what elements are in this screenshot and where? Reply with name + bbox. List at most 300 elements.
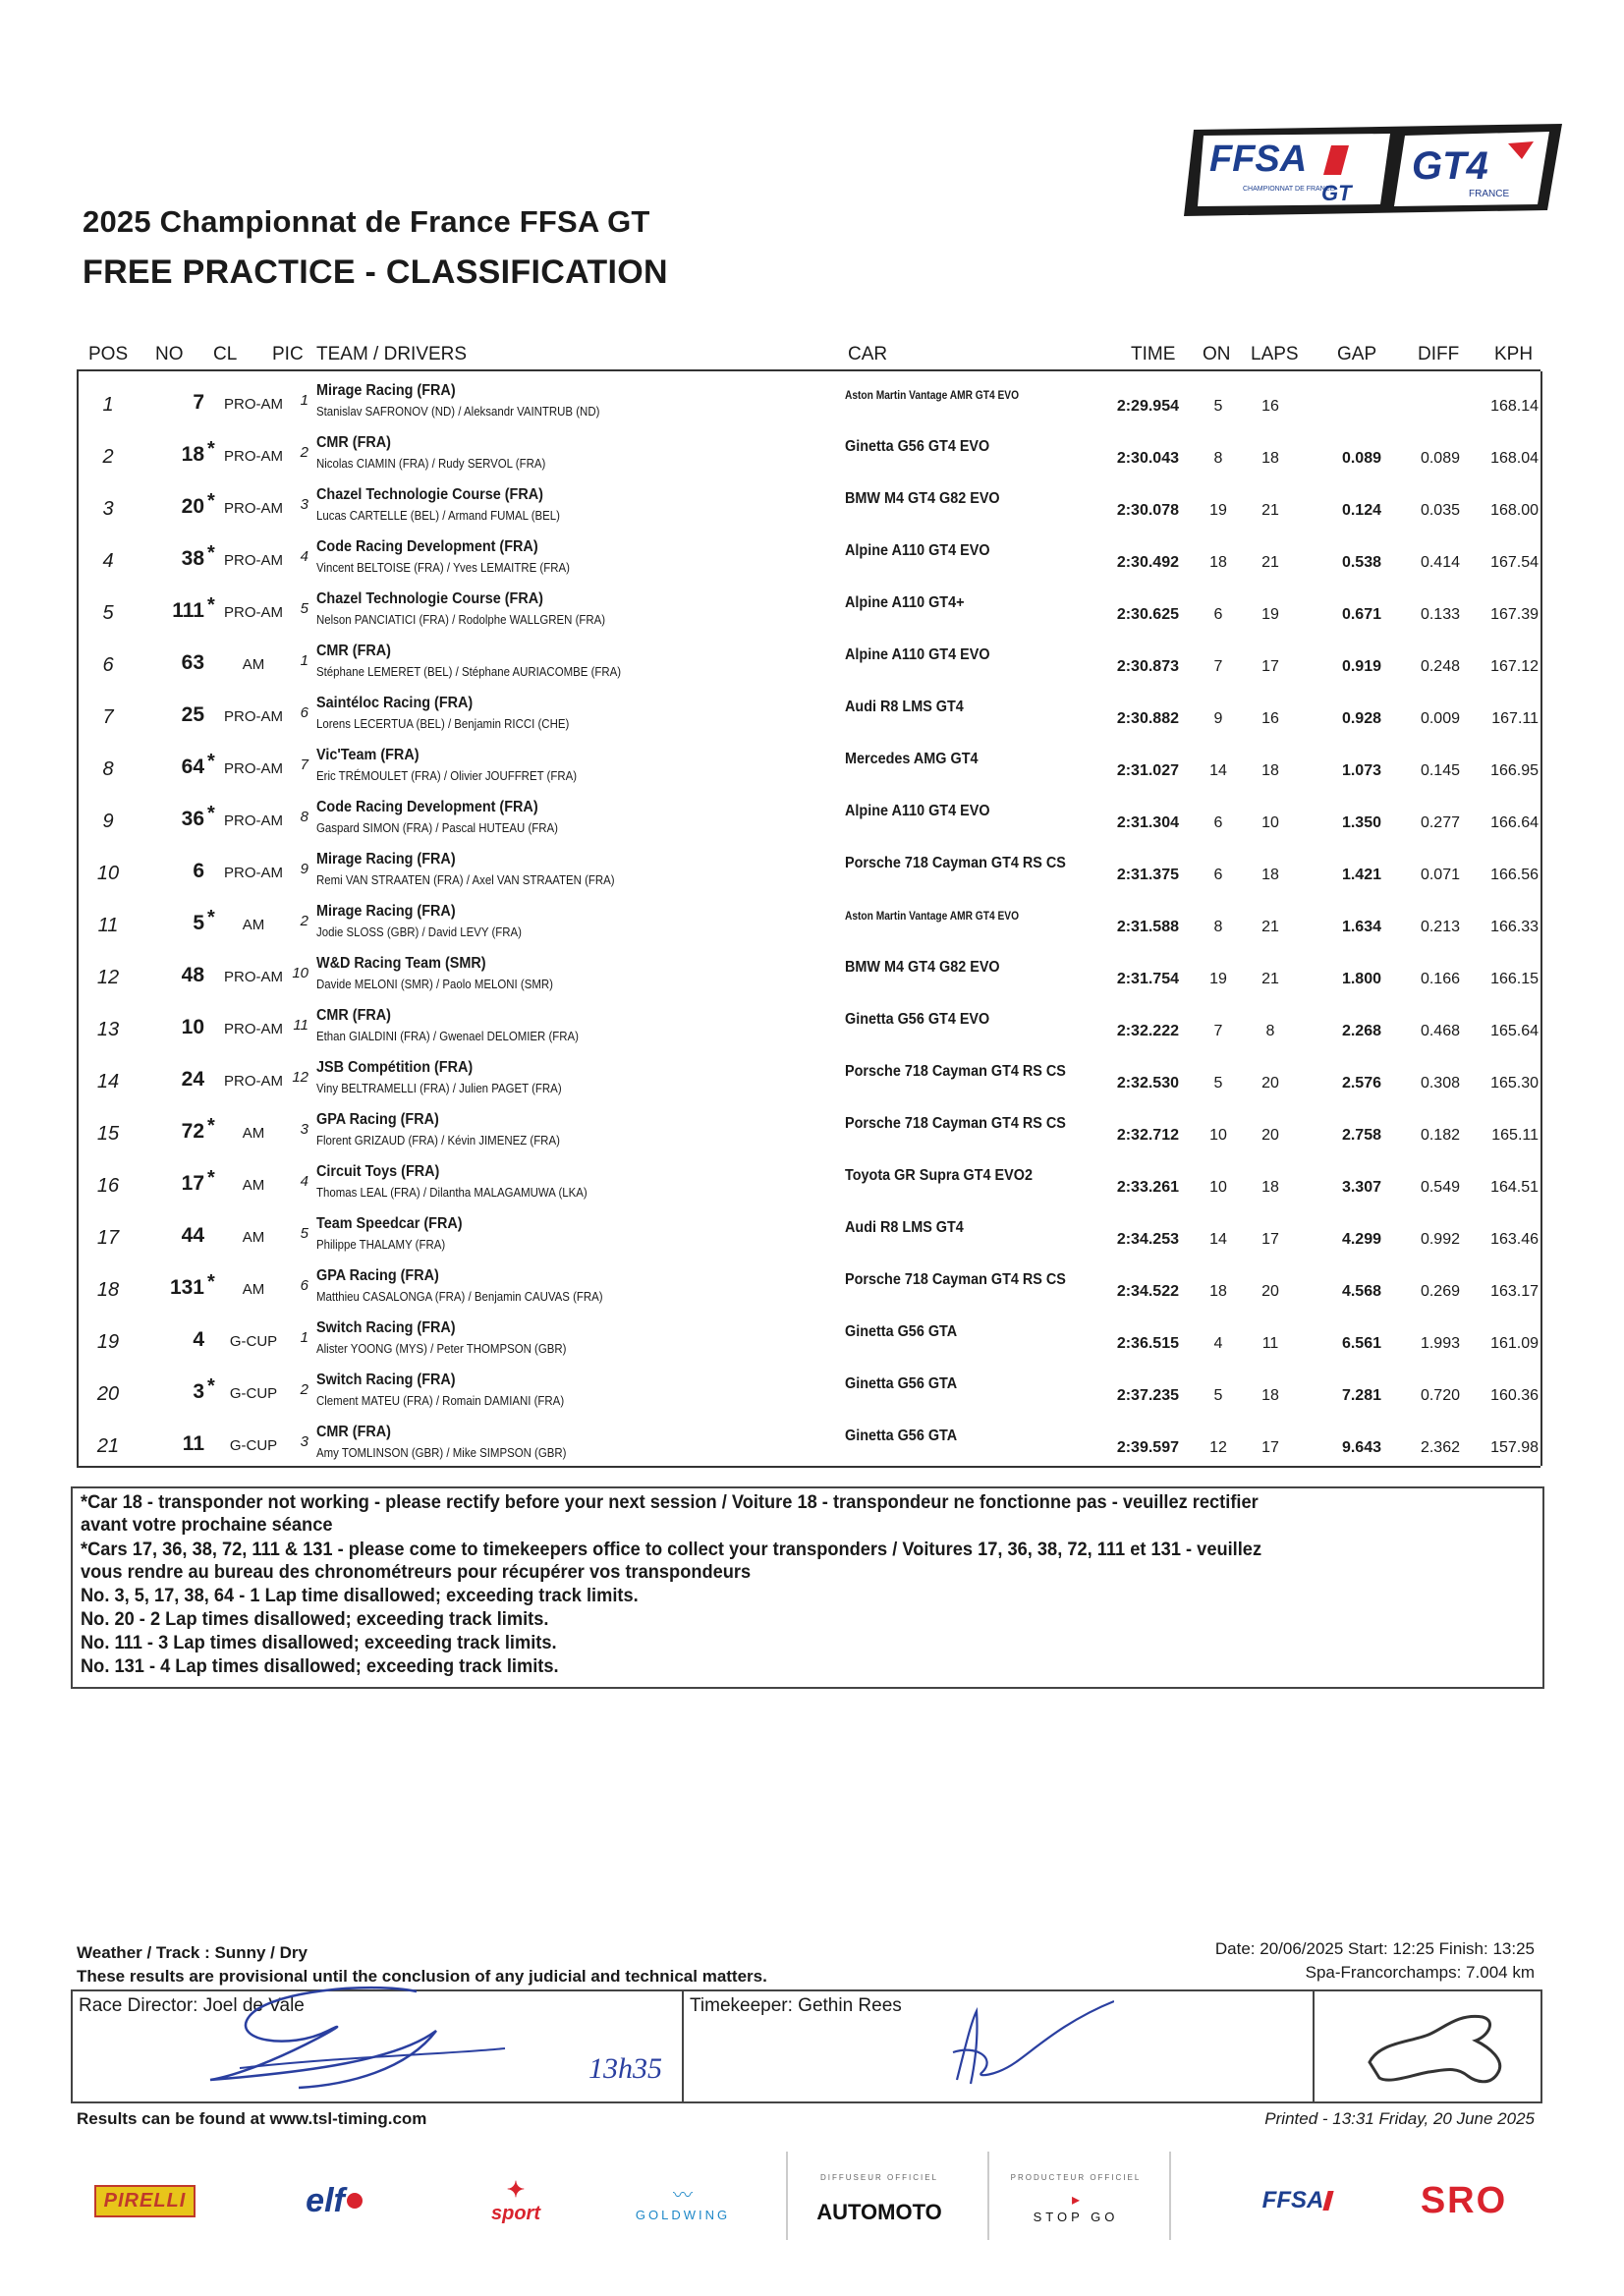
car-number: 38: [181, 547, 204, 570]
col-team: TEAM / DRIVERS: [316, 344, 468, 364]
team-name: Mirage Racing (FRA): [316, 903, 456, 920]
driver-names: Stanislav SAFRONOV (ND) / Aleksandr VAINTRUB (ND): [316, 404, 600, 419]
position-in-class: 10: [292, 965, 308, 981]
best-lap-time: 2:34.522: [1116, 1283, 1179, 1300]
position-in-class: 3: [300, 1121, 308, 1138]
best-lap-number: 14: [1209, 1231, 1227, 1248]
row-position: 3: [102, 498, 114, 520]
row-position: 5: [102, 602, 114, 624]
svg-text:FFSA: FFSA: [1209, 139, 1308, 180]
diff-to-previous: 0.277: [1420, 814, 1460, 831]
team-name: Mirage Racing (FRA): [316, 851, 456, 868]
gap-to-leader: 4.299: [1341, 1231, 1381, 1248]
car-number: 10: [181, 1016, 204, 1038]
row-position: 9: [102, 811, 114, 832]
table-row: [79, 531, 1542, 583]
car-model: Ginetta G56 GTA: [845, 1323, 958, 1340]
class-label: AM: [242, 1229, 265, 1246]
table-bottom-rule: [77, 1466, 1540, 1468]
car-model: Alpine A110 GT4 EVO: [845, 542, 990, 559]
row-position: 14: [96, 1071, 120, 1092]
position-in-class: 5: [300, 1225, 308, 1242]
gap-to-leader: 4.568: [1341, 1283, 1381, 1300]
average-speed: 167.54: [1490, 554, 1539, 571]
car-number: 7: [193, 391, 204, 414]
car-number: 111: [172, 599, 204, 622]
note-line: *Cars 17, 36, 38, 72, 111 & 131 - please come to timekeepers office to collect your transponders / Voitures 17, 36, 38, 72, 111 et 131 - veuillez: [81, 1540, 1262, 1560]
car-number: 18: [181, 443, 204, 466]
lap-count: 16: [1261, 398, 1279, 415]
best-lap-number: 19: [1209, 502, 1227, 519]
best-lap-time: 2:31.588: [1116, 919, 1179, 935]
diff-to-previous: 1.993: [1420, 1335, 1460, 1352]
note-line: No. 111 - 3 Lap times disallowed; exceeding track limits.: [81, 1633, 557, 1653]
best-lap-time: 2:30.873: [1116, 658, 1179, 675]
diff-to-previous: 0.009: [1420, 710, 1460, 727]
diff-to-previous: 0.549: [1420, 1179, 1460, 1196]
best-lap-number: 19: [1209, 971, 1227, 987]
table-row: [79, 895, 1542, 947]
position-in-class: 9: [300, 861, 308, 877]
driver-names: Philippe THALAMY (FRA): [316, 1237, 446, 1252]
average-speed: 165.11: [1491, 1127, 1539, 1144]
diff-to-previous: 0.145: [1420, 762, 1460, 779]
best-lap-number: 12: [1209, 1439, 1227, 1456]
diff-to-previous: 0.414: [1420, 554, 1460, 571]
average-speed: 157.98: [1490, 1439, 1539, 1456]
transponder-note-star: *: [207, 1375, 215, 1397]
table-row: [79, 999, 1542, 1051]
diff-to-previous: 2.362: [1420, 1439, 1460, 1456]
row-position: 1: [102, 394, 114, 416]
elf-logo: elf: [285, 2171, 383, 2230]
driver-names: Florent GRIZAUD (FRA) / Kévin JIMENEZ (FRA): [316, 1133, 560, 1148]
best-lap-time: 2:33.261: [1116, 1179, 1179, 1196]
transponder-note-star: *: [207, 490, 215, 512]
col-on: ON: [1203, 344, 1231, 364]
best-lap-number: 6: [1213, 814, 1223, 831]
best-lap-number: 5: [1213, 1387, 1223, 1404]
transponder-note-star: *: [207, 1167, 215, 1189]
lap-count: 17: [1261, 658, 1279, 675]
driver-names: Lucas CARTELLE (BEL) / Armand FUMAL (BEL): [316, 508, 560, 523]
gap-to-leader: 6.561: [1341, 1335, 1381, 1352]
lap-count: 17: [1261, 1231, 1279, 1248]
car-model: Toyota GR Supra GT4 EVO2: [845, 1167, 1033, 1184]
gap-to-leader: 1.421: [1341, 867, 1381, 883]
class-label: AM: [242, 917, 265, 933]
diff-to-previous: 0.035: [1420, 502, 1460, 519]
best-lap-time: 2:31.375: [1116, 867, 1179, 883]
diff-to-previous: 0.213: [1420, 919, 1460, 935]
best-lap-time: 2:29.954: [1116, 398, 1179, 415]
note-line: vous rendre au bureau des chronométreurs pour récupérer vos transpondeurs: [81, 1562, 752, 1583]
best-lap-time: 2:32.712: [1116, 1127, 1179, 1144]
transponder-note-star: *: [207, 803, 215, 824]
position-in-class: 1: [300, 392, 308, 409]
gap-to-leader: 0.538: [1341, 554, 1381, 571]
average-speed: 168.00: [1490, 502, 1539, 519]
best-lap-time: 2:31.754: [1116, 971, 1179, 987]
car-model: Ginetta G56 GT4 EVO: [845, 438, 990, 455]
lap-count: 20: [1261, 1283, 1279, 1300]
driver-names: Vincent BELTOISE (FRA) / Yves LEMAITRE (FRA): [316, 560, 570, 575]
row-position: 10: [96, 863, 120, 884]
table-row: [79, 426, 1542, 478]
best-lap-number: 14: [1209, 762, 1227, 779]
car-model: BMW M4 GT4 G82 EVO: [845, 490, 1000, 507]
gap-to-leader: 1.800: [1341, 971, 1381, 987]
lap-count: 11: [1261, 1335, 1279, 1352]
position-in-class: 7: [300, 756, 308, 773]
team-name: Chazel Technologie Course (FRA): [316, 590, 543, 607]
goldwing-logo: 〰 GOLDWING: [635, 2185, 731, 2222]
weather-track: Weather / Track : Sunny / Dry: [77, 1943, 308, 1962]
results-link[interactable]: Results can be found at www.tsl-timing.com: [77, 2109, 427, 2128]
sparco-logo: ✦ sport: [491, 2176, 540, 2224]
average-speed: 167.39: [1490, 606, 1539, 623]
gap-to-leader: 2.758: [1341, 1127, 1381, 1144]
col-car: CAR: [848, 344, 888, 364]
race-director-signature: [151, 1962, 701, 2109]
class-label: PRO-AM: [224, 396, 283, 413]
diff-to-previous: 0.182: [1420, 1127, 1460, 1144]
best-lap-time: 2:37.235: [1116, 1387, 1179, 1404]
car-model: Alpine A110 GT4 EVO: [845, 646, 990, 663]
note-line: No. 20 - 2 Lap times disallowed; exceeding track limits.: [81, 1609, 549, 1630]
driver-names: Amy TOMLINSON (GBR) / Mike SIMPSON (GBR): [316, 1445, 567, 1460]
average-speed: 166.64: [1490, 814, 1539, 831]
stopgo-logo: PRODUCTEUR OFFICIEL ▸ STOP GO: [1010, 2173, 1142, 2224]
driver-names: Eric TRÉMOULET (FRA) / Olivier JOUFFRET (FRA): [316, 768, 578, 783]
position-in-class: 3: [300, 1433, 308, 1450]
car-model: BMW M4 GT4 G82 EVO: [845, 959, 1000, 976]
svg-text:13h35: 13h35: [588, 2052, 662, 2085]
row-position: 8: [102, 758, 114, 780]
col-no: NO: [155, 344, 184, 364]
driver-names: Matthieu CASALONGA (FRA) / Benjamin CAUVAS (FRA): [316, 1289, 603, 1304]
diff-to-previous: 0.720: [1420, 1387, 1460, 1404]
row-position: 17: [96, 1227, 120, 1249]
transponder-note-star: *: [207, 1115, 215, 1137]
best-lap-number: 7: [1213, 1023, 1223, 1039]
best-lap-time: 2:32.530: [1116, 1075, 1179, 1092]
col-pos: POS: [88, 344, 129, 364]
note-line: No. 3, 5, 17, 38, 64 - 1 Lap time disallowed; exceeding track limits.: [81, 1586, 639, 1606]
average-speed: 164.51: [1490, 1179, 1539, 1196]
lap-count: 18: [1261, 762, 1279, 779]
row-position: 6: [102, 654, 114, 676]
best-lap-number: 4: [1213, 1335, 1223, 1352]
car-model: Porsche 718 Cayman GT4 RS CS: [845, 855, 1066, 871]
svg-text:FRANCE: FRANCE: [1469, 189, 1510, 199]
average-speed: 161.09: [1490, 1335, 1539, 1352]
position-in-class: 5: [300, 600, 308, 617]
best-lap-number: 6: [1213, 606, 1223, 623]
car-number: 11: [182, 1432, 204, 1455]
transponder-note-star: *: [207, 751, 215, 772]
gap-to-leader: 0.089: [1341, 450, 1381, 467]
driver-names: Jodie SLOSS (GBR) / David LEVY (FRA): [316, 924, 522, 939]
best-lap-number: 10: [1209, 1179, 1227, 1196]
col-pic: PIC: [272, 344, 304, 364]
diff-to-previous: 0.248: [1420, 658, 1460, 675]
timekeeper: Timekeeper: Gethin Rees: [690, 1995, 902, 2016]
gap-to-leader: 1.073: [1341, 762, 1381, 779]
automoto-logo: DIFFUSEUR OFFICIEL AUTOMOTO: [816, 2172, 942, 2224]
car-number: 25: [181, 703, 204, 726]
class-label: AM: [242, 1281, 265, 1298]
lap-count: 21: [1261, 971, 1279, 987]
row-position: 4: [102, 550, 114, 572]
average-speed: 163.17: [1490, 1283, 1539, 1300]
average-speed: 166.33: [1490, 919, 1539, 935]
row-position: 13: [96, 1019, 120, 1040]
car-number: 5: [193, 912, 204, 934]
diff-to-previous: 0.133: [1420, 606, 1460, 623]
lap-count: 21: [1261, 919, 1279, 935]
best-lap-time: 2:39.597: [1116, 1439, 1179, 1456]
transponder-note-star: *: [207, 438, 215, 460]
average-speed: 160.36: [1490, 1387, 1539, 1404]
driver-names: Ethan GIALDINI (FRA) / Gwenael DELOMIER (FRA): [316, 1029, 579, 1043]
car-number: 17: [181, 1172, 204, 1195]
note-line: No. 131 - 4 Lap times disallowed; exceeding track limits.: [81, 1656, 559, 1677]
class-label: PRO-AM: [224, 448, 283, 465]
class-label: G-CUP: [229, 1437, 278, 1454]
best-lap-number: 6: [1213, 867, 1223, 883]
car-model: Alpine A110 GT4 EVO: [845, 803, 990, 819]
driver-names: Nelson PANCIATICI (FRA) / Rodolphe WALLGREN (FRA): [316, 612, 606, 627]
diff-to-previous: 0.468: [1420, 1023, 1460, 1039]
best-lap-number: 5: [1213, 398, 1223, 415]
table-header: [79, 340, 1542, 369]
average-speed: 167.11: [1491, 710, 1539, 727]
table-row: [79, 947, 1542, 999]
lap-count: 20: [1261, 1075, 1279, 1092]
lap-count: 17: [1261, 1439, 1279, 1456]
row-position: 20: [96, 1383, 120, 1405]
car-number: 63: [181, 651, 204, 674]
table-top-rule: [77, 369, 1540, 371]
team-name: Mirage Racing (FRA): [316, 382, 456, 399]
best-lap-time: 2:34.253: [1116, 1231, 1179, 1248]
best-lap-time: 2:31.027: [1116, 762, 1179, 779]
class-label: PRO-AM: [224, 812, 283, 829]
position-in-class: 3: [300, 496, 308, 513]
driver-names: Lorens LECERTUA (BEL) / Benjamin RICCI (CHE): [316, 716, 570, 731]
sro-logo: SRO: [1420, 2179, 1508, 2221]
lap-count: 18: [1261, 1387, 1279, 1404]
lap-count: 19: [1261, 606, 1279, 623]
car-model: Porsche 718 Cayman GT4 RS CS: [845, 1115, 1066, 1132]
car-number: 131: [169, 1276, 204, 1299]
team-name: Vic'Team (FRA): [316, 747, 420, 763]
lap-count: 8: [1265, 1023, 1275, 1039]
page-title: FREE PRACTICE - CLASSIFICATION: [83, 253, 668, 291]
best-lap-number: 9: [1213, 710, 1223, 727]
average-speed: 166.15: [1490, 971, 1539, 987]
class-label: PRO-AM: [224, 552, 283, 569]
driver-names: Viny BELTRAMELLI (FRA) / Julien PAGET (FRA): [316, 1081, 562, 1095]
class-label: PRO-AM: [224, 604, 283, 621]
col-time: TIME: [1131, 344, 1176, 364]
driver-names: Remi VAN STRAATEN (FRA) / Axel VAN STRAATEN (FRA): [316, 872, 615, 887]
car-model: Alpine A110 GT4+: [845, 594, 965, 611]
average-speed: 163.46: [1490, 1231, 1539, 1248]
note-line: avant votre prochaine séance: [81, 1515, 333, 1536]
best-lap-number: 5: [1213, 1075, 1223, 1092]
car-number: 48: [181, 964, 204, 986]
diff-to-previous: 0.089: [1420, 450, 1460, 467]
table-row: [79, 583, 1542, 635]
driver-names: Alister YOONG (MYS) / Peter THOMPSON (GBR): [316, 1341, 567, 1356]
best-lap-number: 7: [1213, 658, 1223, 675]
col-diff: DIFF: [1418, 344, 1460, 364]
class-label: G-CUP: [229, 1385, 278, 1402]
table-row: [79, 687, 1542, 739]
car-model: Aston Martin Vantage AMR GT4 EVO: [845, 909, 1020, 923]
car-model: Ginetta G56 GT4 EVO: [845, 1011, 990, 1028]
class-label: G-CUP: [229, 1333, 278, 1350]
class-label: PRO-AM: [224, 969, 283, 985]
team-name: Switch Racing (FRA): [316, 1372, 456, 1388]
team-name: Team Speedcar (FRA): [316, 1215, 463, 1232]
row-position: 7: [102, 706, 114, 728]
table-row: [79, 1207, 1542, 1260]
team-name: CMR (FRA): [316, 1007, 391, 1024]
position-in-class: 1: [300, 652, 308, 669]
gap-to-leader: 0.124: [1341, 502, 1381, 519]
position-in-class: 1: [300, 1329, 308, 1346]
row-position: 21: [96, 1435, 120, 1457]
car-number: 36: [181, 808, 204, 830]
col-gap: GAP: [1337, 344, 1377, 364]
table-row: [79, 791, 1542, 843]
best-lap-time: 2:36.515: [1116, 1335, 1179, 1352]
car-number: 4: [193, 1328, 204, 1351]
ffsa-logo: FFSA: [1233, 2171, 1361, 2230]
transponder-note-star: *: [207, 907, 215, 928]
signature-box: [71, 1989, 1542, 2103]
gap-to-leader: 1.350: [1341, 814, 1381, 831]
team-name: CMR (FRA): [316, 1424, 391, 1440]
row-position: 15: [96, 1123, 120, 1145]
position-in-class: 2: [300, 913, 308, 929]
best-lap-time: 2:30.492: [1116, 554, 1179, 571]
position-in-class: 6: [300, 1277, 308, 1294]
svg-text:GT: GT: [1321, 181, 1352, 205]
col-cl: CL: [213, 344, 238, 364]
car-model: Porsche 718 Cayman GT4 RS CS: [845, 1271, 1066, 1288]
car-number: 3: [193, 1380, 204, 1403]
lap-count: 21: [1261, 554, 1279, 571]
row-position: 2: [102, 446, 114, 468]
table-row: [79, 1364, 1542, 1416]
driver-names: Nicolas CIAMIN (FRA) / Rudy SERVOL (FRA): [316, 456, 546, 471]
diff-to-previous: 0.071: [1420, 867, 1460, 883]
average-speed: 166.95: [1490, 762, 1539, 779]
col-kph: KPH: [1494, 344, 1534, 364]
team-name: CMR (FRA): [316, 643, 391, 659]
position-in-class: 12: [292, 1069, 308, 1086]
position-in-class: 4: [300, 548, 308, 565]
row-position: 16: [96, 1175, 120, 1197]
best-lap-time: 2:30.043: [1116, 450, 1179, 467]
team-name: Switch Racing (FRA): [316, 1319, 456, 1336]
car-model: Ginetta G56 GTA: [845, 1375, 958, 1392]
driver-names: Gaspard SIMON (FRA) / Pascal HUTEAU (FRA): [316, 820, 559, 835]
championship-title: 2025 Championnat de France FFSA GT: [83, 204, 650, 239]
team-name: Chazel Technologie Course (FRA): [316, 486, 543, 503]
gap-to-leader: 3.307: [1341, 1179, 1381, 1196]
table-row: [79, 1312, 1542, 1364]
table-row: [79, 843, 1542, 895]
gap-to-leader: 2.268: [1341, 1023, 1381, 1039]
best-lap-number: 8: [1213, 450, 1223, 467]
timekeeper-signature: [918, 1982, 1114, 2100]
best-lap-time: 2:30.882: [1116, 710, 1179, 727]
best-lap-number: 18: [1209, 554, 1227, 571]
lap-count: 18: [1261, 450, 1279, 467]
table-row: [79, 635, 1542, 687]
car-model: Porsche 718 Cayman GT4 RS CS: [845, 1063, 1066, 1080]
lap-count: 21: [1261, 502, 1279, 519]
car-number: 20: [181, 495, 204, 518]
average-speed: 167.12: [1490, 658, 1539, 675]
team-name: Circuit Toys (FRA): [316, 1163, 440, 1180]
lap-count: 10: [1261, 814, 1279, 831]
position-in-class: 2: [300, 444, 308, 461]
position-in-class: 6: [300, 704, 308, 721]
circuit-length: Spa-Francorchamps: 7.004 km: [1305, 1963, 1535, 1982]
printed-timestamp: Printed - 13:31 Friday, 20 June 2025: [1264, 2109, 1535, 2128]
lap-count: 18: [1261, 1179, 1279, 1196]
car-number: 64: [181, 756, 204, 778]
table-row: [79, 478, 1542, 531]
team-name: GPA Racing (FRA): [316, 1267, 439, 1284]
average-speed: 168.04: [1490, 450, 1539, 467]
best-lap-time: 2:31.304: [1116, 814, 1179, 831]
session-date: Date: 20/06/2025 Start: 12:25 Finish: 13:25: [1214, 1939, 1535, 1958]
class-label: AM: [242, 1177, 265, 1194]
class-label: AM: [242, 1125, 265, 1142]
best-lap-time: 2:30.078: [1116, 502, 1179, 519]
gap-to-leader: 9.643: [1341, 1439, 1381, 1456]
transponder-note-star: *: [207, 1271, 215, 1293]
car-number: 24: [181, 1068, 204, 1091]
average-speed: 165.64: [1490, 1023, 1539, 1039]
team-name: GPA Racing (FRA): [316, 1111, 439, 1128]
table-row: [79, 374, 1542, 426]
gap-to-leader: 0.671: [1341, 606, 1381, 623]
car-model: Audi R8 LMS GT4: [845, 1219, 964, 1236]
lap-count: 18: [1261, 867, 1279, 883]
best-lap-time: 2:32.222: [1116, 1023, 1179, 1039]
car-model: Aston Martin Vantage AMR GT4 EVO: [845, 388, 1020, 402]
gap-to-leader: 0.928: [1341, 710, 1381, 727]
table-row: [79, 1155, 1542, 1207]
car-model: Audi R8 LMS GT4: [845, 699, 964, 715]
pirelli-logo: PIRELLI: [88, 2171, 201, 2230]
best-lap-number: 18: [1209, 1283, 1227, 1300]
class-label: PRO-AM: [224, 708, 283, 725]
table-row: [79, 739, 1542, 791]
team-name: Code Racing Development (FRA): [316, 799, 538, 815]
car-number: 72: [181, 1120, 204, 1143]
position-in-class: 2: [300, 1381, 308, 1398]
row-position: 18: [96, 1279, 120, 1301]
